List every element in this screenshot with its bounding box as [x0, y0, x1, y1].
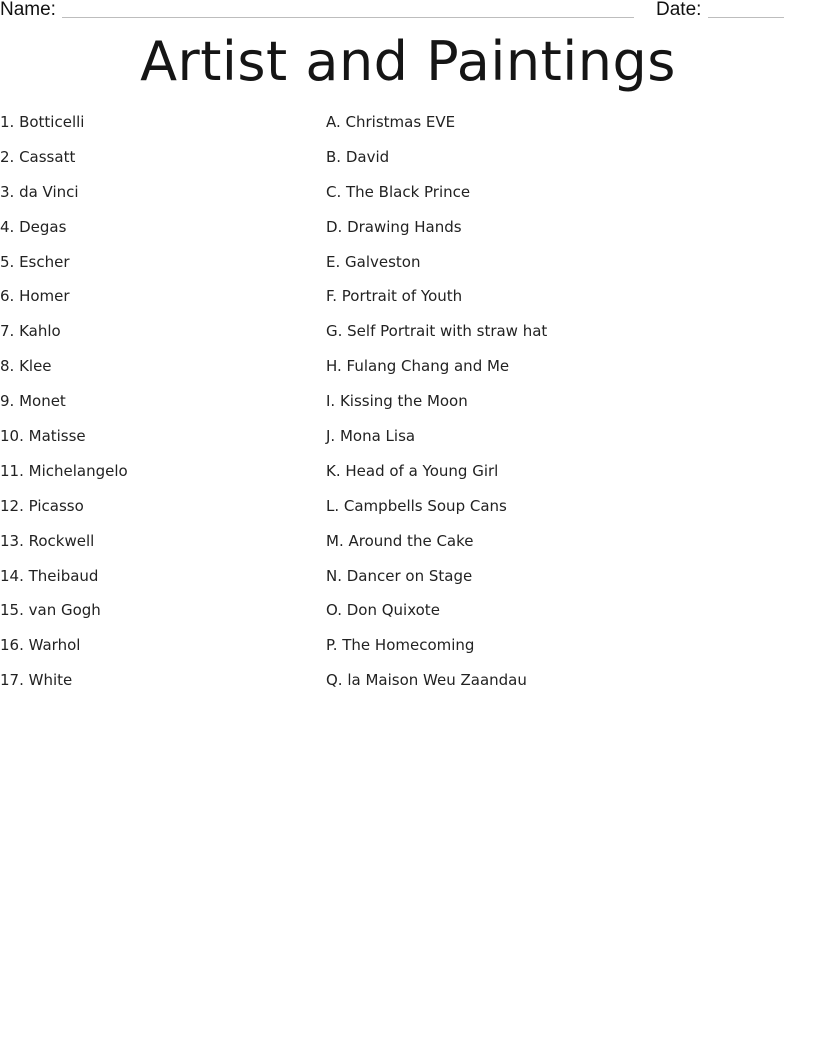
painting-item: A. Christmas EVE [326, 113, 456, 131]
painting-item: J. Mona Lisa [326, 427, 416, 446]
worksheet-header [0, 0, 816, 22]
painting-item: O. Don Quixote [326, 601, 440, 620]
artist-item: 17. White [0, 671, 73, 690]
artist-item: 10. Matisse [0, 427, 86, 446]
artist-item: 2. Cassatt [0, 147, 76, 166]
artist-item: 15. van Gogh [0, 601, 101, 620]
artist-item: 3. da Vinci [0, 182, 79, 201]
name-label: Name: [0, 0, 56, 20]
date-label: Date: [656, 0, 702, 20]
name-field-line [62, 17, 634, 18]
painting-item: H. Fulang Chang and Me [326, 357, 510, 376]
artist-item: 12. Picasso [0, 496, 84, 515]
page-title: Artist and Paintings [140, 30, 676, 93]
painting-item: M. Around the Cake [326, 531, 474, 550]
painting-item: B. David [326, 147, 390, 166]
painting-item: N. Dancer on Stage [326, 566, 473, 585]
artist-item: 11. Michelangelo [0, 461, 128, 480]
painting-item: Q. la Maison Weu Zaandau [326, 671, 527, 690]
painting-item: E. Galveston [326, 252, 421, 271]
painting-item: C. The Black Prince [326, 182, 471, 201]
painting-item: F. Portrait of Youth [326, 287, 463, 306]
painting-list [326, 111, 796, 704]
painting-item: P. The Homecoming [326, 636, 475, 655]
artist-item: 7. Kahlo [0, 322, 61, 341]
painting-item: L. Campbells Soup Cans [326, 496, 507, 515]
painting-item: I. Kissing the Moon [326, 392, 468, 411]
artist-item: 16. Warhol [0, 636, 81, 655]
painting-item: D. Drawing Hands [326, 217, 462, 236]
artist-item: 8. Klee [0, 357, 52, 376]
artist-item: 1. Botticelli [0, 113, 85, 131]
artist-item: 13. Rockwell [0, 531, 95, 550]
date-field-line [708, 17, 784, 18]
painting-item: K. Head of a Young Girl [326, 461, 499, 480]
artist-list [0, 111, 300, 704]
artist-item: 5. Escher [0, 252, 70, 271]
artist-item: 4. Degas [0, 217, 67, 236]
painting-item: G. Self Portrait with straw hat [326, 322, 548, 341]
artist-item: 14. Theibaud [0, 566, 99, 585]
artist-item: 6. Homer [0, 287, 70, 306]
artist-item: 9. Monet [0, 392, 66, 411]
